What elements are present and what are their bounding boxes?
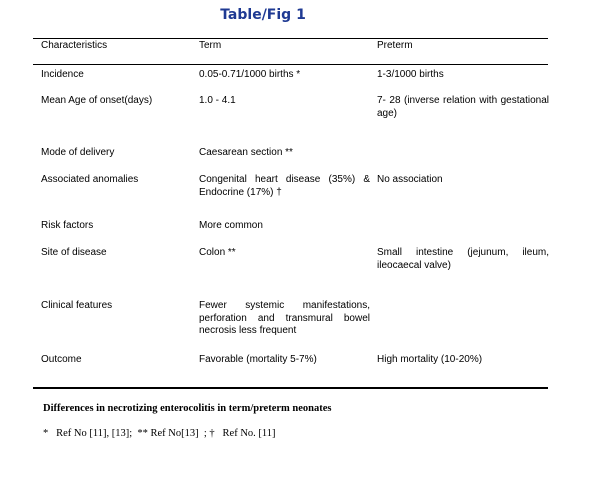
comparison-table [33,38,548,389]
table-row [33,93,549,147]
row-preterm: High mortality (10-20%) [377,354,483,365]
row-term: 1.0 - 4.1 [199,95,236,106]
row-term: Favorable (mortality 5-7%) [199,354,317,365]
table-caption: Differences in necrotizing enterocolitis in term/preterm neonates [43,403,332,414]
table-bottom-rule [33,387,548,389]
table-row [33,300,549,354]
row-preterm: Small intestine (jejunum, ileum, ileocaecal valve) [377,247,549,271]
row-label: Incidence [41,69,84,80]
references-note: * Ref No [11], [13]; ** Ref No[13] ; † Ref No. [11] [43,428,276,439]
table-row [33,220,549,247]
header-preterm: Preterm [377,40,413,51]
row-label: Risk factors [41,220,94,231]
table-row [33,65,549,93]
table-row [33,174,549,220]
table-header-row [33,39,549,64]
header-characteristics: Characteristics [41,40,108,51]
row-preterm: 1-3/1000 births [377,69,444,80]
header-term: Term [199,40,222,51]
row-label: Site of disease [41,247,107,258]
row-term: 0.05-0.71/1000 births * [199,69,301,80]
row-preterm [377,147,549,174]
row-label: Associated anomalies [41,174,139,185]
row-label: Mean Age of onset(days) [41,95,153,106]
table-row [33,247,549,300]
row-label: Clinical features [41,300,113,311]
page-title: Table/Fig 1 [220,7,306,23]
row-preterm [377,300,549,354]
row-term: Caesarean section ** [199,147,293,158]
table-row [33,147,549,174]
row-preterm: No association [377,174,443,185]
table-row [33,354,549,387]
row-term: Fewer systemic manifestations, perforation and transmural bowel necrosis less frequent [199,300,370,336]
row-label: Mode of delivery [41,147,115,158]
row-term: Congenital heart disease (35%) & Endocrine (17%) † [199,174,370,198]
row-label: Outcome [41,354,82,365]
row-term: More common [199,220,263,231]
row-preterm [377,220,549,247]
row-term: Colon ** [199,247,236,258]
row-preterm: 7- 28 (inverse relation with gestational age) [377,95,549,119]
